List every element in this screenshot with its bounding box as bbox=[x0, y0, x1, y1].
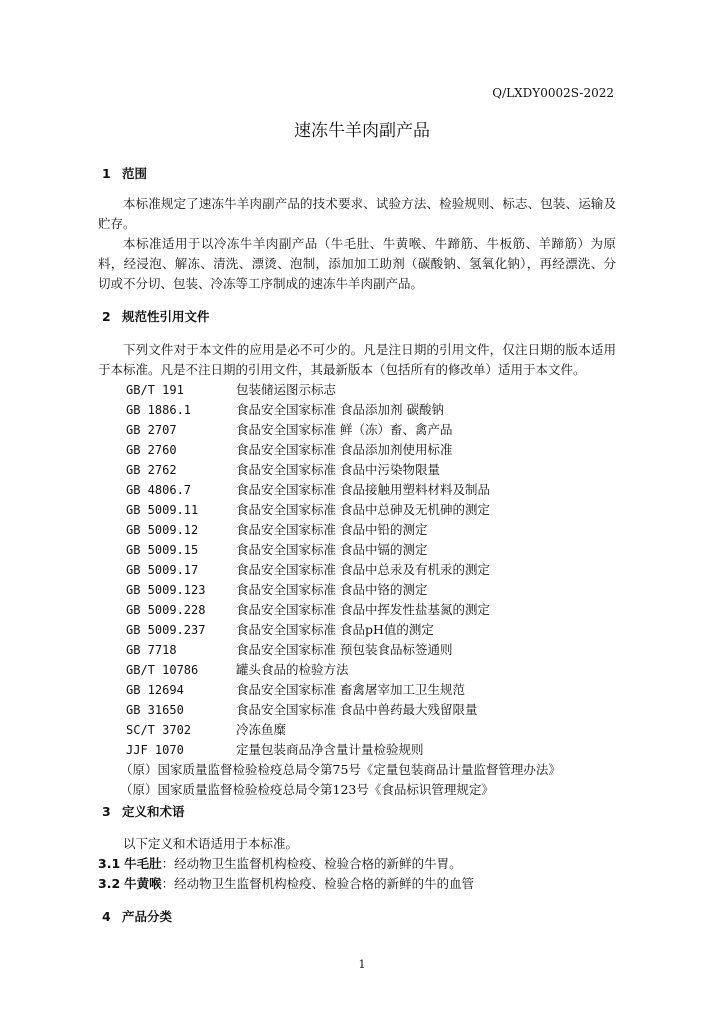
reference-item bbox=[126, 520, 561, 540]
reference-code: GB 1886.1 bbox=[126, 403, 192, 417]
definition-text: ：经动物卫生监督机构检疫、检验合格的新鲜的牛胃。 bbox=[161, 856, 462, 871]
reference-title: 罐头食品的检验方法 bbox=[236, 662, 349, 677]
section-heading-classification bbox=[102, 907, 172, 925]
section-title: 产品分类 bbox=[122, 909, 173, 924]
definition-term: 牛黄喉 bbox=[124, 876, 162, 891]
section-heading-definitions bbox=[102, 802, 185, 820]
reference-title: 食品安全国家标准 食品中污染物限量 bbox=[236, 462, 440, 477]
document-code: Q/LXDY0002S-2022 bbox=[492, 86, 614, 100]
reference-item bbox=[126, 560, 561, 580]
reference-title: 冷冻鱼糜 bbox=[236, 722, 287, 737]
reference-title: 食品安全国家标准 食品添加剂 碳酸钠 bbox=[236, 402, 444, 417]
reference-item bbox=[126, 720, 561, 740]
references-intro: 下列文件对于本文件的应用是必不可少的。凡是注日期的引用文件，仅注日期的版本适用于本标准。凡是不注日期的引用文件，其最新版本（包括所有的修改单）适用于本文件。 bbox=[98, 342, 616, 377]
reference-item bbox=[126, 740, 561, 760]
section-heading-references bbox=[102, 307, 210, 325]
section-title: 规范性引用文件 bbox=[122, 309, 210, 324]
reference-item bbox=[126, 680, 561, 700]
reference-title: 定量包装商品净含量计量检验规则 bbox=[236, 742, 424, 757]
reference-title: 食品安全国家标准 食品中兽药最大残留限量 bbox=[236, 702, 478, 717]
reference-item bbox=[126, 500, 561, 520]
reference-item bbox=[126, 580, 561, 600]
reference-item bbox=[126, 480, 561, 500]
reference-code: GB 5009.237 bbox=[126, 623, 206, 637]
reference-code: GB 5009.11 bbox=[126, 503, 199, 517]
definition-text: ：经动物卫生监督机构检疫、检验合格的新鲜的牛的血管 bbox=[161, 876, 475, 891]
section-title: 范围 bbox=[122, 166, 148, 181]
section-heading-scope bbox=[102, 164, 147, 182]
definition-item bbox=[98, 874, 474, 894]
reference-code: GB 5009.17 bbox=[126, 563, 199, 577]
regulation-note: （原）国家质量监督检验检疫总局令第75号《定量包装商品计量监督管理办法》 bbox=[120, 762, 561, 777]
definition-number: 3.2 bbox=[98, 876, 121, 891]
reference-code: GB 2762 bbox=[126, 463, 177, 477]
reference-code: GB 12694 bbox=[126, 683, 184, 697]
reference-title: 食品安全国家标准 食品中总砷及无机砷的测定 bbox=[236, 502, 490, 517]
reference-title: 食品安全国家标准 食品中总汞及有机汞的测定 bbox=[236, 562, 490, 577]
reference-list bbox=[120, 380, 561, 800]
reference-title: 食品安全国家标准 畜禽屠宰加工卫生规范 bbox=[236, 682, 465, 697]
reference-item bbox=[126, 660, 561, 680]
reference-item bbox=[126, 540, 561, 560]
reference-title: 食品安全国家标准 食品中挥发性盐基氮的测定 bbox=[236, 602, 490, 617]
reference-code: GB 5009.123 bbox=[126, 583, 206, 597]
section-title: 定义和术语 bbox=[122, 804, 185, 819]
reference-title: 食品安全国家标准 鲜（冻）畜、禽产品 bbox=[236, 422, 453, 437]
reference-code: GB 5009.12 bbox=[126, 523, 199, 537]
reference-item bbox=[126, 700, 561, 720]
reference-title: 食品安全国家标准 食品添加剂使用标准 bbox=[236, 442, 453, 457]
reference-code: GB 5009.228 bbox=[126, 603, 206, 617]
reference-code: GB/T 10786 bbox=[126, 663, 199, 677]
reference-title: 食品安全国家标准 食品中镉的测定 bbox=[236, 542, 428, 557]
definition-term: 牛毛肚 bbox=[124, 856, 162, 871]
reference-code: GB 7718 bbox=[126, 643, 177, 657]
reference-code: GB 2760 bbox=[126, 443, 177, 457]
definition-item bbox=[98, 854, 462, 874]
definition-number: 3.1 bbox=[98, 856, 121, 871]
reference-item bbox=[126, 620, 561, 640]
definitions-intro: 以下定义和术语适用于本标准。 bbox=[123, 836, 299, 851]
reference-title: 食品安全国家标准 食品中铬的测定 bbox=[236, 582, 428, 597]
reference-title: 食品安全国家标准 食品接触用塑料材料及制品 bbox=[236, 482, 490, 497]
reference-title: 包装储运图示标志 bbox=[236, 382, 337, 397]
reference-item bbox=[126, 420, 561, 440]
reference-item bbox=[126, 440, 561, 460]
scope-paragraph-2: 本标准适用于以冷冻牛羊肉副产品（牛毛肚、牛黄喉、牛蹄筋、牛板筋、羊蹄筋）为原料，经浸泡、解冻、清洗、漂烫、泡制，添加加工助剂（碳酸钠、氢氧化钠），再经漂洗、分切或不分切、包装、冷冻等工序制成的速冻牛羊肉副产品。 bbox=[98, 236, 616, 291]
document-title: 速冻牛羊肉副产品 bbox=[294, 121, 430, 141]
reference-code: GB 2707 bbox=[126, 423, 177, 437]
reference-item bbox=[126, 600, 561, 620]
regulation-note: （原）国家质量监督检验检疫总局令第123号《食品标识管理规定》 bbox=[120, 782, 494, 797]
reference-code: JJF 1070 bbox=[126, 743, 184, 757]
reference-title: 食品安全国家标准 食品中铅的测定 bbox=[236, 522, 428, 537]
reference-code: SC/T 3702 bbox=[126, 723, 192, 737]
reference-item bbox=[126, 640, 561, 660]
reference-item bbox=[126, 460, 561, 480]
reference-code: GB 31650 bbox=[126, 703, 184, 717]
reference-item bbox=[126, 400, 561, 420]
reference-code: GB 5009.15 bbox=[126, 543, 199, 557]
reference-code: GB/T 191 bbox=[126, 383, 184, 397]
section-number: 2 bbox=[102, 309, 111, 324]
page-number: 1 bbox=[358, 958, 366, 971]
section-number: 4 bbox=[102, 909, 111, 924]
reference-code: GB 4806.7 bbox=[126, 483, 192, 497]
section-number: 1 bbox=[102, 166, 111, 181]
scope-paragraph-1: 本标准规定了速冻牛羊肉副产品的技术要求、试验方法、检验规则、标志、包装、运输及贮存。 bbox=[98, 196, 616, 231]
reference-title: 食品安全国家标准 食品pH值的测定 bbox=[236, 622, 434, 637]
reference-item bbox=[126, 380, 561, 400]
section-number: 3 bbox=[102, 804, 111, 819]
reference-title: 食品安全国家标准 预包装食品标签通则 bbox=[236, 642, 453, 657]
